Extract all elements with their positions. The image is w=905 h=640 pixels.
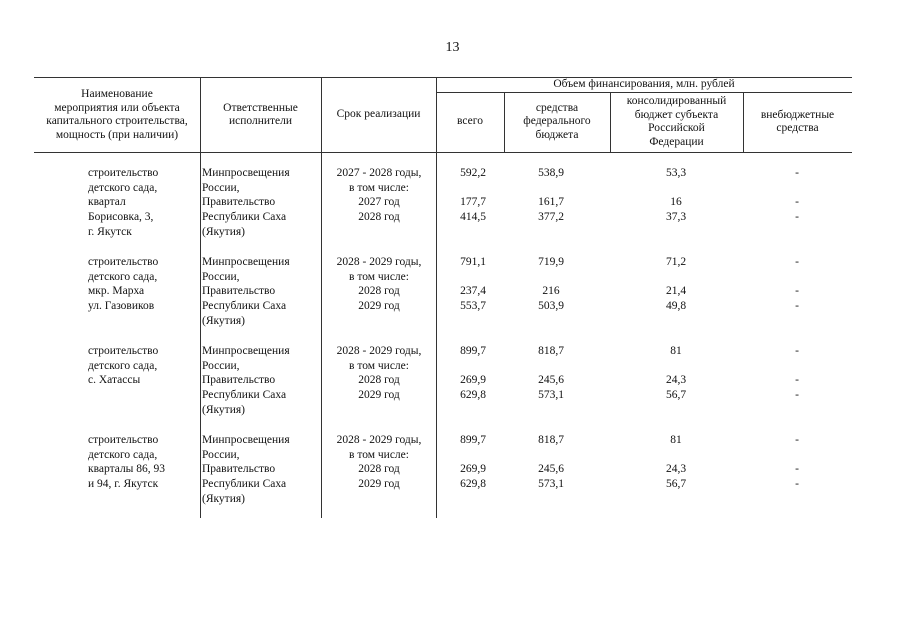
row-executors: Минпросвещения России, Правительство Республики Саха (Якутия) (202, 434, 290, 505)
header-federal: средства федерального бюджета (523, 101, 591, 141)
row-regional: 81 24,3 56,7 (665, 434, 687, 491)
row-regional: 81 24,3 56,7 (665, 345, 687, 402)
col-divider-3 (436, 77, 437, 518)
table-header-bottom-rule (34, 152, 852, 153)
header-name: Наименование мероприятия или объекта капитального строительства, мощность (при наличии) (46, 88, 188, 141)
row-term: 2028 - 2029 годы, в том числе: 2028 год 2029 год (336, 256, 422, 313)
row-federal: 719,9 216 503,9 (538, 256, 564, 313)
row-regional: 53,3 16 37,3 (665, 167, 687, 224)
row-federal: 538,9 161,7 377,2 (538, 167, 564, 224)
row-term: 2027 - 2028 годы, в том числе: 2027 год 2028 год (336, 167, 422, 224)
row-extra: - - - (795, 167, 799, 224)
row-total: 899,7 269,9 629,8 (460, 434, 486, 491)
header-term: Срок реализации (336, 108, 421, 121)
row-total: 592,2 177,7 414,5 (460, 167, 486, 224)
row-total: 899,7 269,9 629,8 (460, 345, 486, 402)
header-total: всего (457, 115, 483, 128)
row-federal: 818,7 245,6 573,1 (538, 345, 564, 402)
header-regional: консолидированный бюджет субъекта Российской Федерации (626, 95, 727, 148)
header-executors: Ответственные исполнители (223, 101, 298, 127)
row-extra: - - - (795, 434, 799, 491)
row-name: строительство детского сада, квартал Борисовка, 3, г. Якутск (88, 167, 159, 238)
row-executors: Минпросвещения России, Правительство Республики Саха (Якутия) (202, 345, 290, 416)
row-name: строительство детского сада, мкр. Марха ул. Газовиков (88, 256, 159, 313)
row-term: 2028 - 2029 годы, в том числе: 2028 год 2029 год (336, 434, 422, 491)
col-divider-6 (743, 92, 744, 152)
row-name: строительство детского сада, кварталы 86, 93 и 94, г. Якутск (88, 434, 166, 491)
page-number: 13 (445, 40, 460, 55)
row-name: строительство детского сада, с. Хатассы (88, 345, 159, 387)
row-term: 2028 - 2029 годы, в том числе: 2028 год 2029 год (336, 345, 422, 402)
col-divider-1 (200, 77, 201, 518)
row-extra: - - - (795, 345, 799, 402)
row-extra: - - - (795, 256, 799, 313)
row-total: 791,1 237,4 553,7 (460, 256, 486, 313)
row-federal: 818,7 245,6 573,1 (538, 434, 564, 491)
row-executors: Минпросвещения России, Правительство Республики Саха (Якутия) (202, 167, 290, 238)
row-regional: 71,2 21,4 49,8 (665, 256, 687, 313)
header-financing-group: Объем финансирования, млн. рублей (553, 78, 735, 91)
row-executors: Минпросвещения России, Правительство Республики Саха (Якутия) (202, 256, 290, 327)
col-divider-5 (610, 92, 611, 152)
header-extra: внебюджетные средства (760, 108, 835, 134)
col-divider-4 (504, 92, 505, 152)
